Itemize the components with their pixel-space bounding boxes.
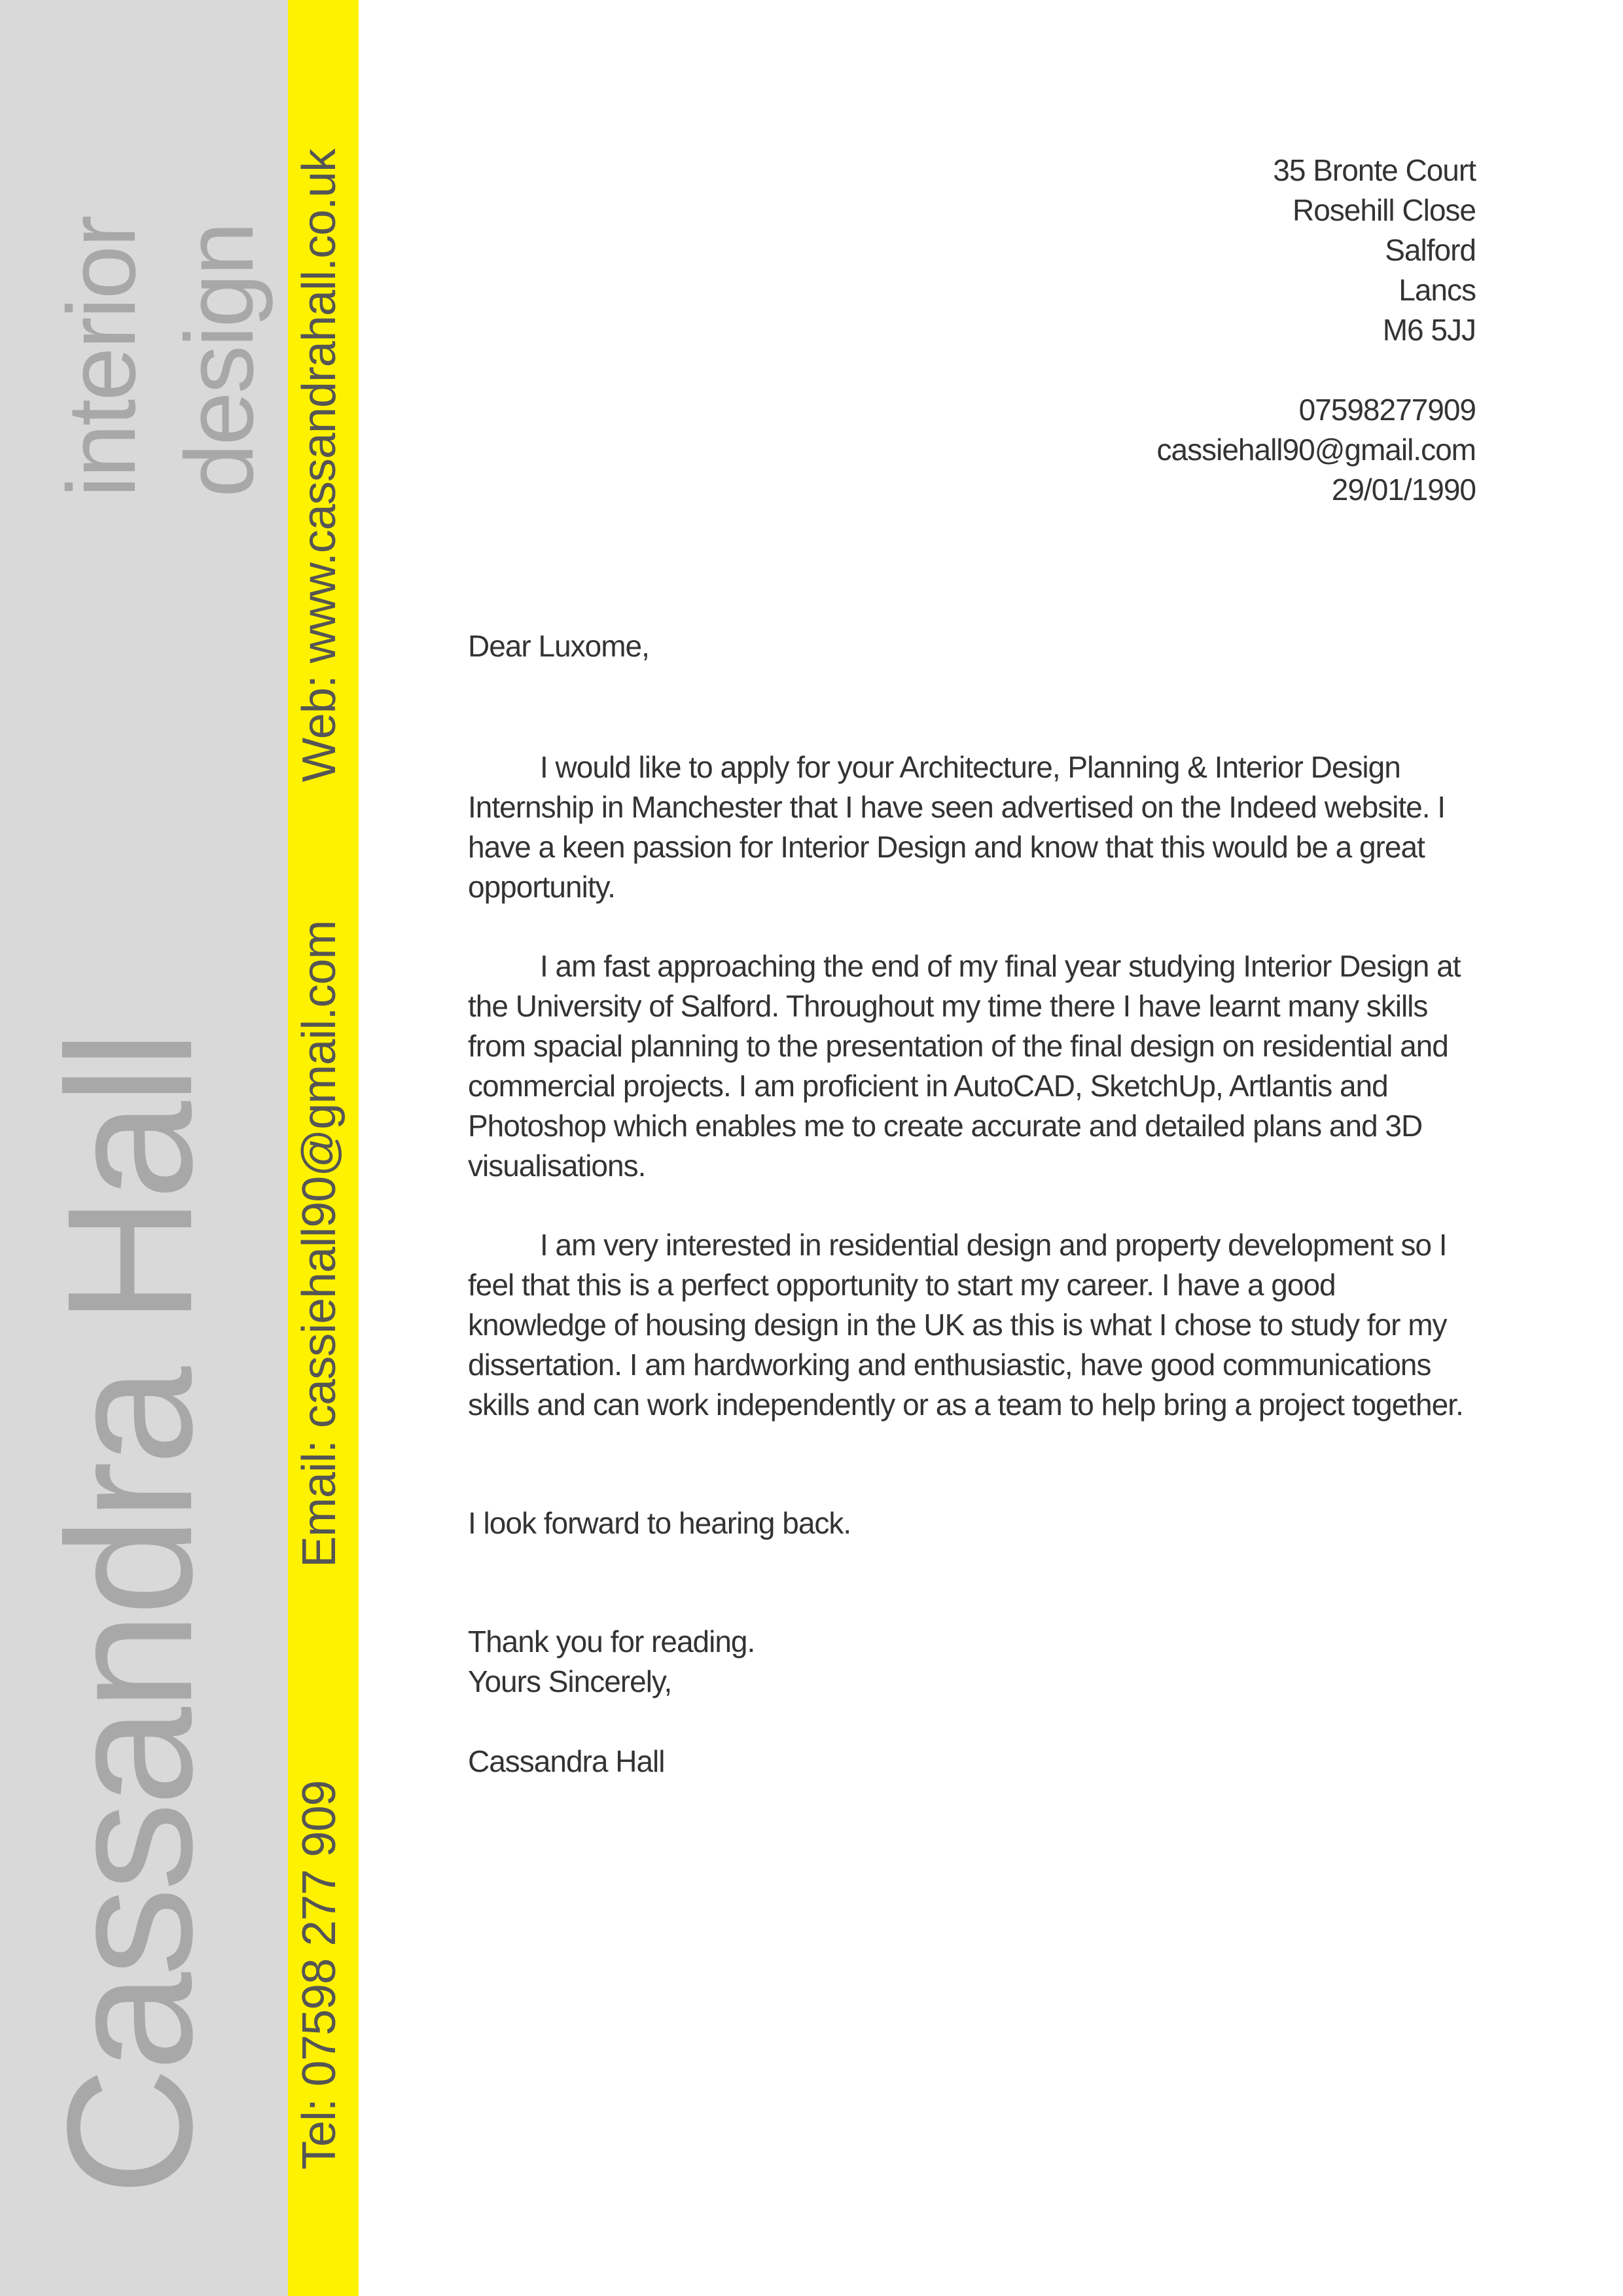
address-phone: 07598277909 <box>1298 393 1476 427</box>
sidebar-email: Email: cassiehall90@gmail.com <box>293 920 346 1568</box>
sidebar-telephone: Tel: 07598 277 909 <box>293 1780 346 2170</box>
sign-off: Yours Sincerely, <box>468 1664 672 1698</box>
address-email: cassiehall90@gmail.com <box>1156 433 1476 467</box>
closing-line: I look forward to hearing back. <box>468 1506 851 1540</box>
salutation: Dear Luxome, <box>468 629 649 663</box>
tagline-interior: interior <box>48 217 156 497</box>
address-line-1: 35 Bronte Court <box>1273 153 1476 187</box>
address-line-2: Rosehill Close <box>1292 193 1476 227</box>
tagline-design: design <box>166 223 274 497</box>
letter-date: 29/01/1990 <box>1331 473 1476 507</box>
signature: Cassandra Hall <box>468 1744 665 1778</box>
letter-body <box>468 151 1476 1782</box>
address-line-4: Lancs <box>1399 273 1476 307</box>
address-line-3: Salford <box>1385 233 1476 267</box>
address-postcode: M6 5JJ <box>1382 313 1476 347</box>
paragraph-2: I am fast approaching the end of my final year studying Interior Design at the University of Salford. Throughout my time there I have learnt many skills from spacial planning to the presentation of the final design on residential and commercial projects. I am proficient in AutoCAD, SketchUp, Artlantis and Photoshop which enables me to create accurate and detailed plans and 3D visualisations. <box>468 949 1461 1183</box>
sidebar-website: Web: www.cassandrahall.co.uk <box>293 149 346 782</box>
thanks-line: Thank you for reading. <box>468 1624 755 1659</box>
paragraph-3: I am very interested in residential design and property development so I feel that this is a perfect opportunity to start my career. I have a good knowledge of housing design in the UK as this is what I chose to study for my dissertation. I am hardworking and enthusiastic, have good communications skills and can work independently or as a team to help bring a project together. <box>468 1228 1463 1422</box>
paragraph-1: I would like to apply for your Architecture, Planning & Interior Design Internship in Manchester that I have seen advertised on the Indeed website. I have a keen passion for Interior Design and know that this would be a great opportunity. <box>468 750 1446 904</box>
brand-name: Cassandra Hall <box>30 1033 229 2196</box>
sender-address-block <box>468 151 1476 510</box>
